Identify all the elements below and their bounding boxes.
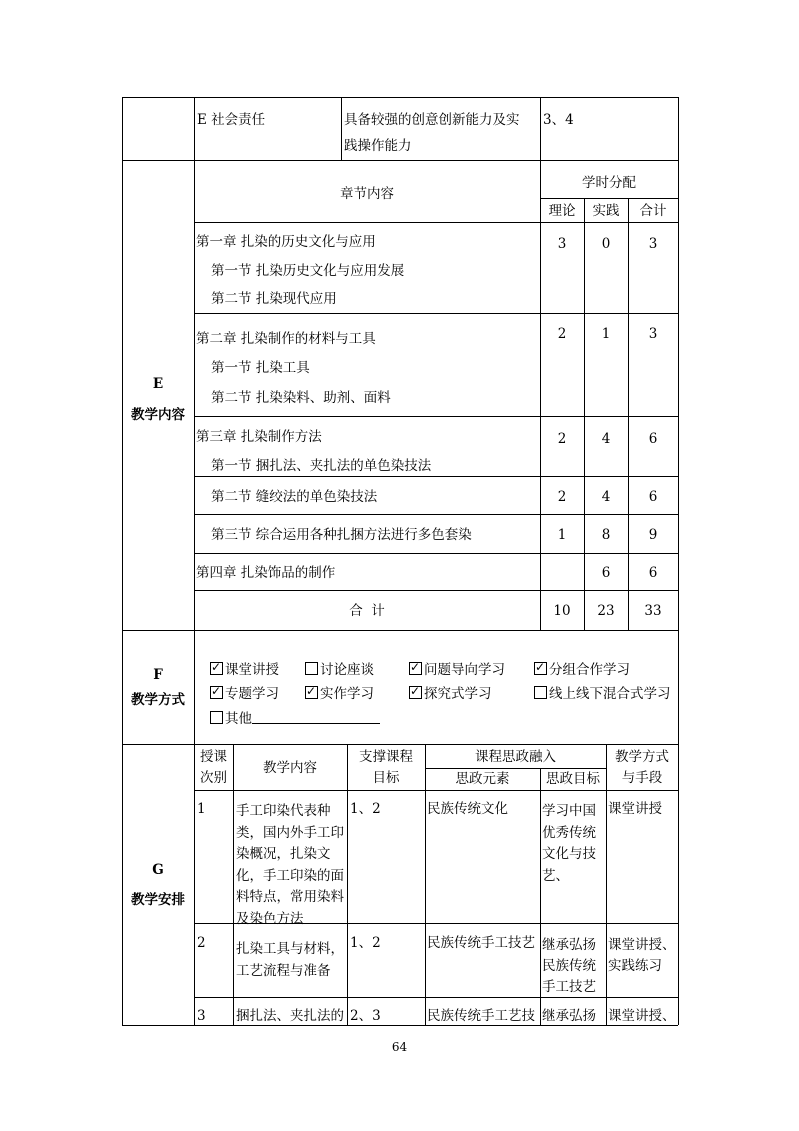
option-lecture[interactable]: [210, 662, 279, 678]
section-label-title: 教学方式: [131, 692, 185, 708]
hours-theory: 2: [557, 489, 567, 505]
option-label: 讨论座谈: [320, 662, 374, 678]
target-line: 继承弘扬: [542, 937, 596, 953]
option-label: 课堂讲授: [225, 662, 279, 678]
chapter-title: 第二章 扎染制作的材料与工具: [196, 331, 376, 347]
checkbox-icon[interactable]: [409, 662, 422, 675]
header-total: 合计: [639, 203, 667, 219]
hours-total: 9: [648, 527, 658, 543]
session-target: 继承弘扬: [542, 1008, 596, 1024]
session-content: [236, 801, 348, 930]
header-practice: 实践: [592, 203, 620, 219]
session-element: 民族传统手工艺技: [427, 1008, 535, 1024]
total-theory: 10: [553, 603, 571, 619]
session-goal: 1、2: [350, 935, 381, 951]
objective-description: 具备较强的创意创新能力及实: [344, 112, 520, 128]
objective-target: 3、4: [543, 112, 574, 128]
col-divider: [606, 744, 607, 1025]
session-method: 课堂讲授: [608, 801, 662, 817]
hours-total: 6: [648, 489, 658, 505]
checkbox-icon[interactable]: [210, 686, 223, 699]
target-line: 艺、: [542, 867, 569, 884]
header-ideological-target: 思政目标: [546, 771, 600, 787]
session-content: 捆扎法、夹扎法的: [236, 1008, 344, 1024]
hours-total: 3: [648, 236, 658, 252]
content-line: 化，手工印染的面: [236, 867, 344, 884]
section-title: 第一节 扎染历史文化与应用发展: [211, 263, 405, 279]
col-divider: [540, 768, 541, 1025]
other-input-line[interactable]: [252, 711, 380, 724]
section-label-title: 教学内容: [131, 407, 185, 423]
session-target: [542, 935, 596, 998]
section-title: 第一节 扎染工具: [211, 360, 310, 376]
hours-practice: 4: [601, 431, 611, 447]
header-ideological: 课程思政融入: [475, 749, 556, 765]
row-divider: [540, 198, 678, 199]
section-title: 第二节 缝绞法的单色染技法: [211, 489, 378, 505]
checkbox-icon[interactable]: [534, 686, 547, 699]
header-chapter-content: 章节内容: [340, 186, 394, 202]
option-inquiry-study[interactable]: [409, 686, 492, 702]
hours-theory: 3: [557, 236, 567, 252]
hours-total: 3: [648, 326, 658, 342]
table-border-left: [122, 97, 123, 1025]
method-line: 课堂讲授、: [608, 937, 676, 953]
row-divider: [194, 790, 678, 791]
table-border-right: [678, 97, 679, 1025]
checkbox-icon[interactable]: [305, 662, 318, 675]
header-hours: 学时分配: [582, 175, 636, 191]
header-theory: 理论: [548, 203, 576, 219]
session-number: 3: [197, 1008, 206, 1024]
hours-practice: 6: [601, 565, 611, 581]
row-divider: [194, 416, 678, 417]
header-session: 授课: [200, 749, 227, 765]
header-teaching-content: 教学内容: [263, 760, 317, 776]
session-goal: 2、3: [350, 1008, 381, 1024]
header-teaching-method: 教学方式: [615, 749, 669, 765]
checkbox-icon[interactable]: [534, 662, 547, 675]
option-group-cooperation[interactable]: [534, 662, 630, 678]
col-divider: [341, 97, 342, 160]
col-divider: [233, 744, 234, 1025]
checkbox-icon[interactable]: [210, 711, 223, 724]
section-label-letter: F: [153, 667, 163, 683]
header-course-goal: 支撑课程: [359, 749, 413, 765]
row-divider: [122, 744, 678, 745]
total-total: 33: [644, 603, 662, 619]
row-divider: [194, 590, 678, 591]
target-line: 优秀传统: [542, 824, 596, 841]
section-title: 第二节 扎染现代应用: [211, 291, 337, 307]
row-divider: [194, 553, 678, 554]
table-border-bottom: [122, 1025, 678, 1026]
checkbox-icon[interactable]: [409, 686, 422, 699]
section-label-title: 教学安排: [131, 892, 185, 908]
content-line: 工艺流程与准备: [236, 962, 331, 979]
hours-theory: 1: [557, 527, 567, 543]
option-blended-study[interactable]: [534, 686, 671, 702]
section-title: 第二节 扎染染料、助剂、面料: [211, 390, 391, 406]
header-course-goal: 目标: [372, 770, 400, 786]
row-divider: [194, 514, 678, 515]
objective-name: E 社会责任: [197, 112, 266, 128]
col-divider: [540, 97, 541, 160]
total-practice: 23: [597, 603, 615, 619]
hours-total: 6: [648, 565, 658, 581]
hours-practice: 8: [601, 527, 611, 543]
hours-theory: 2: [557, 431, 567, 447]
total-label: 合 计: [349, 603, 385, 619]
option-label: 专题学习: [225, 686, 279, 702]
section-title: 第三节 综合运用各种扎捆方法进行多色套染: [211, 527, 472, 543]
option-label: 线上线下混合式学习: [549, 686, 671, 702]
content-line: 扎染工具与材料，: [236, 941, 344, 957]
row-divider: [425, 768, 606, 769]
option-problem-based[interactable]: [409, 662, 505, 678]
page-number: 64: [391, 1040, 408, 1054]
target-line: 手工技艺: [542, 979, 596, 995]
checkbox-icon[interactable]: [210, 662, 223, 675]
col-divider: [540, 160, 541, 630]
content-line: 染概况，扎染文: [236, 846, 331, 862]
session-number: 2: [197, 935, 206, 951]
row-divider: [194, 476, 678, 477]
session-goal: 1、2: [350, 801, 381, 817]
content-line: 类，国内外手工印: [236, 824, 344, 841]
target-line: 学习中国: [542, 803, 596, 819]
hours-practice: 4: [601, 489, 611, 505]
content-line: 手工印染代表种: [236, 803, 331, 819]
hours-theory: 2: [557, 326, 567, 342]
row-divider: [194, 313, 678, 314]
option-label: 探究式学习: [424, 686, 492, 702]
table-border-top: [122, 97, 678, 98]
label-column-divider: [194, 97, 195, 1025]
option-label: 其他: [225, 711, 252, 727]
method-line: 实践练习: [608, 958, 662, 974]
chapter-title: 第一章 扎染的历史文化与应用: [196, 234, 376, 250]
content-line: 料特点，常用染料: [236, 889, 344, 905]
session-method: 课堂讲授、: [608, 1008, 676, 1024]
hours-practice: 0: [601, 236, 611, 252]
section-label-letter: G: [152, 862, 164, 878]
option-other[interactable]: [210, 711, 380, 727]
row-divider: [122, 630, 678, 631]
session-number: 1: [197, 801, 206, 817]
session-element: 民族传统文化: [427, 801, 508, 817]
option-discussion[interactable]: [305, 662, 374, 678]
hours-practice: 1: [601, 326, 611, 342]
chapter-title: 第四章 扎染饰品的制作: [196, 565, 336, 581]
session-target: [542, 801, 596, 887]
target-line: 民族传统: [542, 958, 596, 974]
row-divider: [194, 222, 678, 223]
session-element: 民族传统手工技艺: [427, 935, 535, 951]
header-session: 次别: [200, 770, 227, 786]
header-teaching-method: 与手段: [621, 770, 663, 786]
option-practice-study[interactable]: [305, 686, 374, 702]
option-label: 问题导向学习: [424, 662, 505, 678]
row-divider: [194, 997, 678, 998]
header-ideological-element: 思政元素: [455, 771, 510, 787]
content-line: 及染色方法: [236, 910, 304, 927]
option-label: 分组合作学习: [549, 662, 630, 678]
chapter-title: 第三章 扎染制作方法: [196, 429, 322, 445]
session-method: [608, 935, 676, 977]
checkbox-icon[interactable]: [305, 686, 318, 699]
session-content: [236, 939, 344, 982]
section-title: 第一节 捆扎法、夹扎法的单色染技法: [211, 458, 432, 474]
row-divider: [122, 160, 678, 161]
option-label: 实作学习: [320, 686, 374, 702]
objective-description: 践操作能力: [344, 138, 412, 154]
option-topic-study[interactable]: [210, 686, 279, 702]
hours-total: 6: [648, 431, 658, 447]
target-line: 文化与技: [542, 846, 596, 862]
section-label-letter: E: [152, 376, 164, 392]
